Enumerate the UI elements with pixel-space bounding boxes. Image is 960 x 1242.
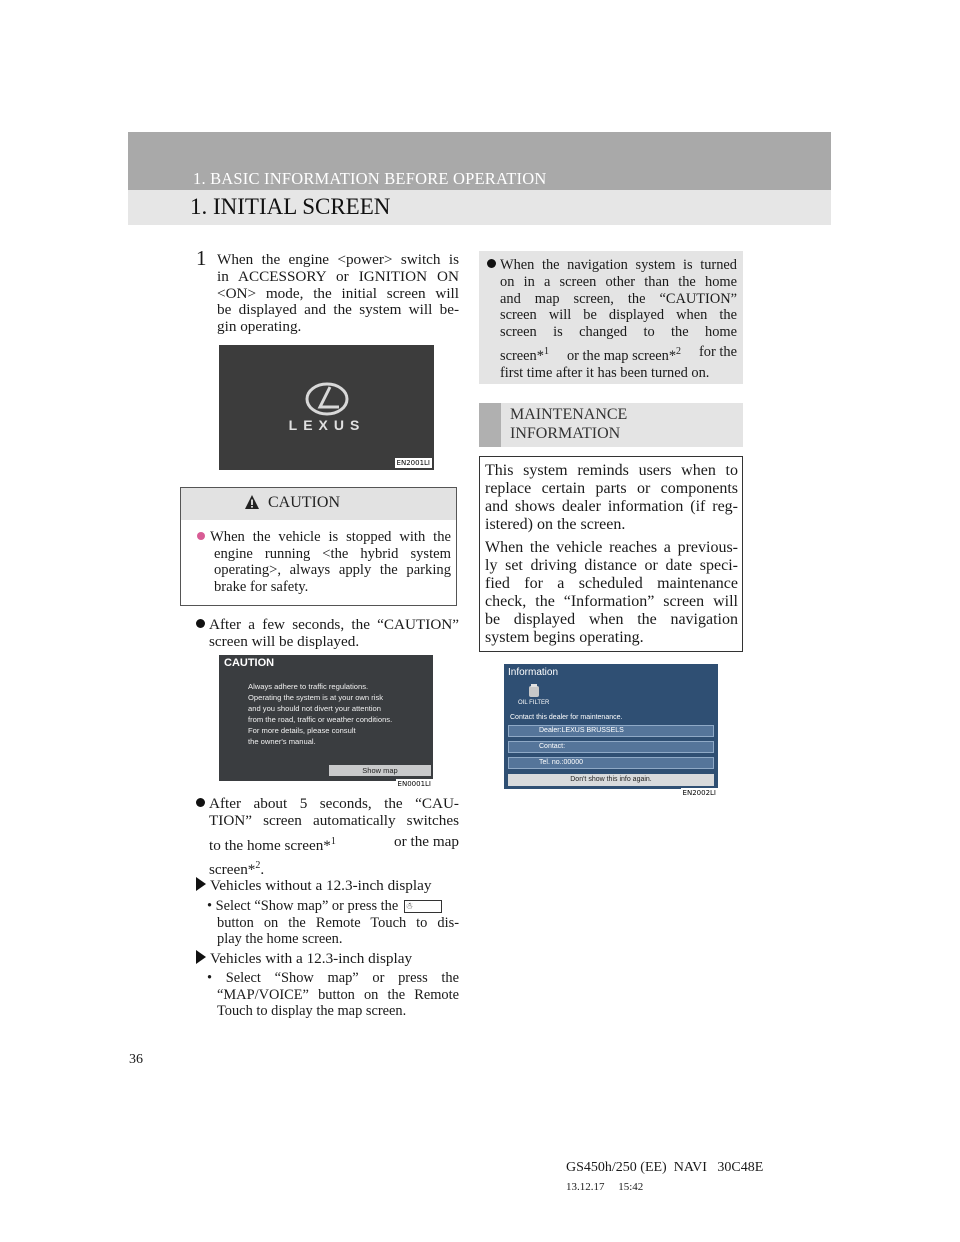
step-number: 1 <box>196 246 207 270</box>
contact-row[interactable]: Contact: <box>508 741 714 753</box>
contact-dealer-line: Contact this dealer for maintenance. <box>510 714 623 721</box>
page-title: 1. INITIAL SCREEN <box>190 194 391 219</box>
caution-title: CAUTION <box>268 494 340 511</box>
sub-heading-with-display: Vehicles with a 12.3-inch display <box>196 950 412 968</box>
maintenance-heading-bar <box>479 403 501 447</box>
lexus-logo-screenshot <box>219 345 434 470</box>
oil-filter-label: OIL FILTER <box>518 700 550 706</box>
lexus-wordmark: LEXUS <box>288 417 366 433</box>
dont-show-again-button[interactable]: Don't show this info again. <box>508 774 714 786</box>
caution-text: When the vehicle is stopped with the engine running <the hybrid system operating>, always apply the parking brake for safety. <box>197 529 451 595</box>
bullet-icon <box>487 259 496 268</box>
home-button-icon: ☃ <box>404 900 442 913</box>
section-heading: 1. BASIC INFORMATION BEFORE OPERATION <box>193 169 547 188</box>
tel-row[interactable]: Tel. no.:00000 <box>508 757 714 769</box>
figure-code: EN2002LI <box>682 789 716 797</box>
note-text: When the navigation system is turned on in a screen other than the home and map screen, the “CAUTION” screen will be displayed when the screen is changed to the home screen*$^1$ or the map screen*$^2$ for the first time after it has been turned on. <box>487 257 737 381</box>
bullet-icon <box>196 619 205 628</box>
oil-filter-icon <box>528 684 540 698</box>
sub-heading-without-display: Vehicles without a 12.3-inch display <box>196 877 431 895</box>
model-code: GS450h/250 (EE) NAVI 30C48E <box>566 1160 764 1175</box>
arrow-icon <box>196 877 206 891</box>
bullet-after-seconds: After a few seconds, the “CAUTION” screen will be displayed. <box>196 617 459 651</box>
caution-screen-text: Always adhere to traffic regulations. Operating the system is at your own risk and you should not divert your attention from the road, traffic or weather conditions. For more details, please consult the owner's manual. <box>248 682 393 746</box>
sub-text-without-display: • Select “Show map” or press the ☃ button on the Remote Touch to dis- play the home screen. <box>207 898 459 947</box>
figure-code: EN0001LI <box>397 780 431 788</box>
info-screen-title: Information <box>508 667 559 678</box>
maintenance-text: This system reminds users when to replace certain parts or components and shows dealer information (if reg- istered) on the screen. When the vehicle reaches a previous- ly set driving distance or date speci- fied for a scheduled maintenance check, the “Information” screen will be displayed when the navigation system begins operating. <box>485 462 738 646</box>
timestamp: 13.12.17 15:42 <box>566 1181 644 1193</box>
arrow-icon <box>196 950 206 964</box>
page-number: 36 <box>129 1052 143 1067</box>
bullet-icon <box>197 532 205 540</box>
caution-screen-title: CAUTION <box>224 657 275 669</box>
bullet-icon <box>196 798 205 807</box>
warning-icon <box>244 494 260 510</box>
caution-screenshot <box>219 655 433 788</box>
figure-code: EN2001LI <box>396 459 430 467</box>
dealer-row[interactable]: Dealer:LEXUS BRUSSELS <box>508 725 714 737</box>
maintenance-heading: MAINTENANCE INFORMATION <box>510 406 628 442</box>
show-map-button[interactable]: Show map <box>329 765 431 776</box>
sub-text-with-display: • Select “Show map” or press the “MAP/VOICE” button on the Remote Touch to display the map screen. <box>207 970 459 1019</box>
information-screenshot <box>504 664 718 797</box>
bullet-after-5-seconds: After about 5 seconds, the “CAU- TION” screen automatically switches to the home screen*$^1$ or the map screen*$^2$. <box>196 796 459 879</box>
step-text: When the engine <power> switch is in ACCESSORY or IGNITION ON <ON> mode, the initial screen will be displayed and the system will be- gin operating. <box>217 251 459 336</box>
lexus-logo-icon <box>219 345 434 470</box>
